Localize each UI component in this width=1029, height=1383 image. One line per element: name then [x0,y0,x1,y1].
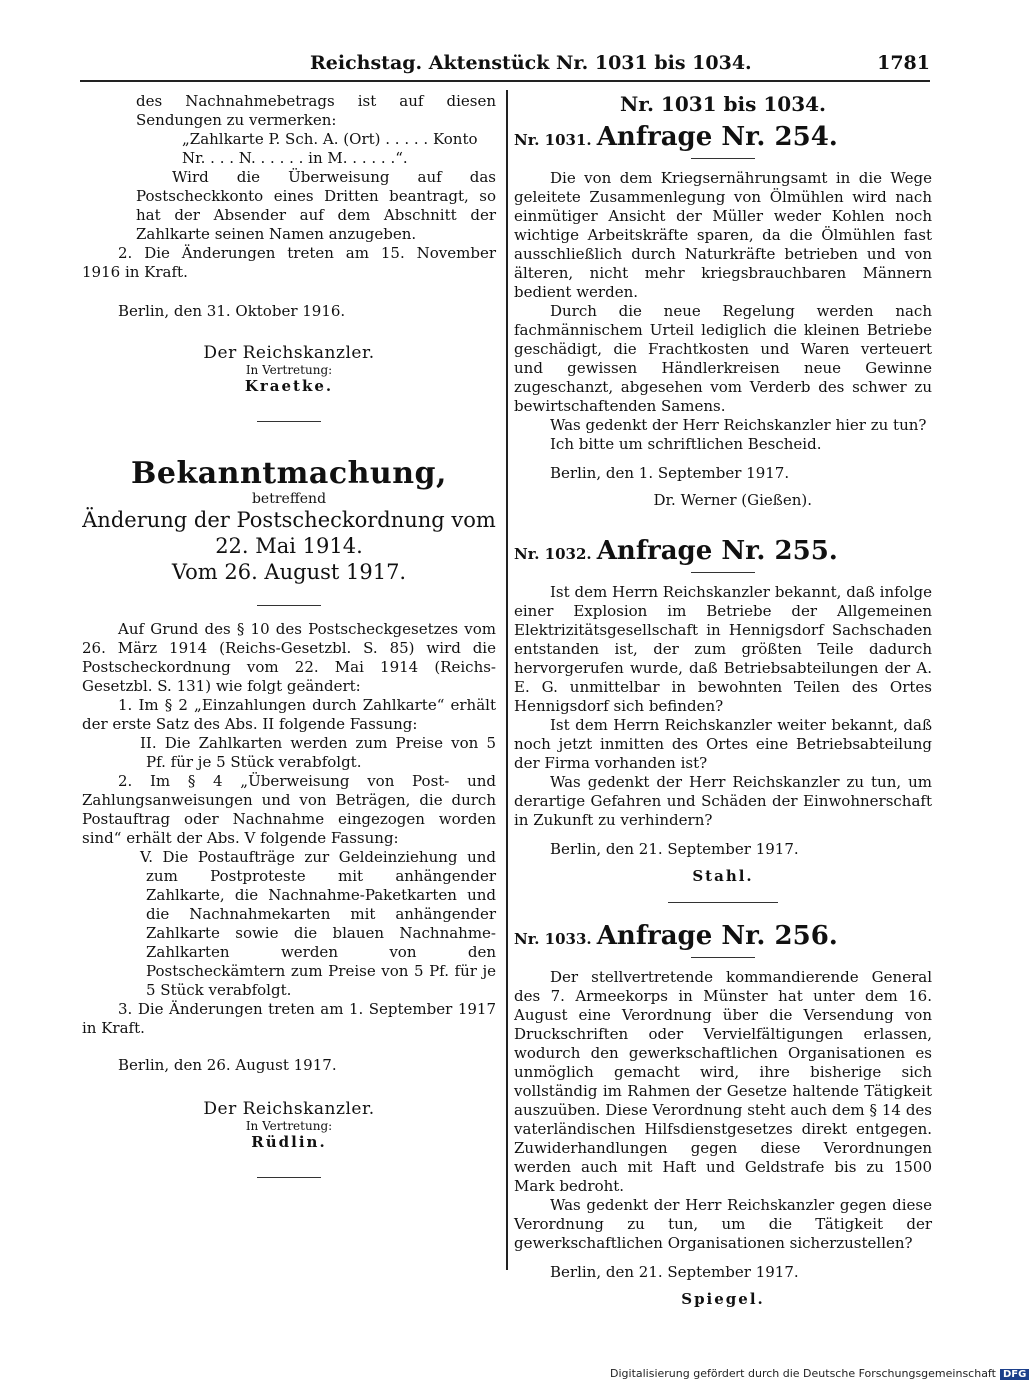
announcement-item-1: 1. Im § 2 „Einzahlungen durch Zahlkarte“ erhält der erste Satz des Abs. II folgende Fassung: [82,696,496,733]
announcement-item-2: 2. Im § 4 „Überweisung von Post- und Zahlungsanweisungen und von Beträgen, die durch Postauftrag oder Nachnahme eingezogen worden sind“ erhält der Abs. V folgende Fassung: [82,772,496,847]
signature-name: Rüdlin. [251,1133,327,1151]
document-number: Nr. 1032. [514,545,592,563]
zahlkarte-note: „Zahlkarte P. Sch. A. (Ort) . . . . . Konto Nr. . . . N. . . . . . in M. . . . . .“. [182,130,478,167]
signature-name: Dr. Werner (Gießen). [653,491,812,509]
announcement-item-3: 3. Die Änderungen treten am 1. September 1917 in Kraft. [82,1000,496,1037]
right-column [514,92,932,1309]
announcement-subject-line2: 22. Mai 1914. [215,534,363,558]
announcement-title: Bekanntmachung, [131,456,447,491]
continuation-paragraph: Wird die Überweisung auf das Postscheckkonto eines Dritten beantragt, so hat der Absender auf dem Abschnitt der Zahlkarte seinen Namen anzugeben. [136,168,496,243]
section-rule [691,572,755,573]
left-column [82,92,496,1178]
document-number: Nr. 1031. [514,131,592,149]
signature-name: Spiegel. [681,1290,765,1308]
anfrage-title: Anfrage Nr. 256. [596,921,838,951]
anfrage-paragraph: Die von dem Kriegsernährungsamt in die Wege geleitete Zusammenlegung von Ölmühlen wird nach einmütiger Ansicht der Müller weder Kohlen noch wichtige Arbeitskräfte sparen, da die Ölmühlen fast ausschließlich durch Naturkräfte betrieben und von älteren, nicht mehr kriegsbrauchbaren Männern bedient werden. [514,169,932,301]
date-line: Berlin, den 31. Oktober 1916. [118,302,346,320]
dfg-logo: DFG [1000,1369,1029,1380]
header-title: Reichstag. Aktenstück Nr. 1031 bis 1034. [310,52,752,74]
anfrage-paragraph: Ist dem Herrn Reichskanzler bekannt, daß infolge einer Explosion im Betriebe der Allgemeinen Elektrizitätsgesellschaft in Hennigsdorf Sachschaden entstanden ist, der zum größten Teile dadurch hervorgerufen wurde, daß Betriebsabteilungen der A. E. G. unmittelbar in bewohnten Teilen des Ortes Hennigsdorf sich befinden? [514,583,932,715]
signature-deputy-label: In Vertretung: [245,363,333,377]
anfrage-title: Anfrage Nr. 255. [596,536,838,566]
anfrage-heading-1032 [514,536,932,566]
signature-deputy-label: In Vertretung: [245,1119,333,1133]
announcement-item-1-text: II. Die Zahlkarten werden zum Preise von 5 Pf. für je 5 Stück verabfolgt. [140,734,496,771]
digitization-footer [610,1367,1029,1380]
anfrage-paragraph: Durch die neue Regelung werden nach fachmännischem Urteil lediglich die kleinen Betriebe geschädigt, die Frachtkosten und Waren verteuert und gewissen Händlerkreisen neue Gewinne zugeschanzt, abgesehen vom Verderb des schwer zu bewirtschaftenden Samens. [514,302,932,415]
continuation-text: des Nachnahmebetrags ist auf diesen Sendungen zu vermerken: [136,92,496,129]
anfrage-heading-1031 [514,122,932,152]
announcement-body: Auf Grund des § 10 des Postscheckgesetzes vom 26. März 1914 (Reichs-Gesetzbl. S. 85) wird die Postscheckordnung vom 22. Mai 1914 (Reichs-Gesetzbl. S. 131) wie folgt geändert: [82,620,496,695]
date-line: Berlin, den 26. August 1917. [118,1056,337,1074]
signature-block [82,343,496,395]
anfrage-paragraph: Ist dem Herrn Reichskanzler weiter bekannt, daß noch jetzt inmitten des Ortes eine Betriebsabteilung der Firma vorhanden ist? [514,716,932,772]
announcement-item-2-text: V. Die Postaufträge zur Geldeinziehung und zum Postproteste mit anhängender Zahlkarte, die Nachnahme-Paketkarten und die Nachnahmekarten mit anhängender Zahlkarte sowie die blauen Nachnahme-Zahlkarten werden von den Postscheckämtern zum Preise von 5 Pf. für je 5 Stück verabfolgt. [140,848,496,999]
signature-name: Kraetke. [244,377,334,395]
anfrage-paragraph: Was gedenkt der Herr Reichskanzler gegen diese Verordnung zu tun, um die Tätigkeit der gewerkschaftlichen Organisationen sicherzustellen? [514,1196,932,1252]
section-rule [257,1177,321,1178]
section-rule [691,957,755,958]
announcement-date: Vom 26. August 1917. [171,560,407,584]
section-rule [691,158,755,159]
signature-block [82,1099,496,1151]
page-number: 1781 [877,52,930,74]
announcement-betreffend: betreffend [251,491,327,507]
footer-text: Digitalisierung gefördert durch die Deutsche Forschungsgemeinschaft [610,1367,996,1380]
item-2-paragraph: 2. Die Änderungen treten am 15. November 1916 in Kraft. [82,244,496,281]
column-divider [506,90,508,1270]
section-rule [257,421,321,422]
section-rule [668,902,778,903]
announcement-subject-line1: Änderung der Postscheckordnung vom [82,508,496,532]
anfrage-paragraph: Was gedenkt der Herr Reichskanzler hier zu tun? [550,416,927,434]
range-title: Nr. 1031 bis 1034. [620,92,826,116]
announcement-heading [82,456,496,585]
anfrage-paragraph: Ich bitte um schriftlichen Bescheid. [550,435,822,453]
date-line: Berlin, den 21. September 1917. [550,1263,799,1281]
signature-title: Der Reichskanzler. [203,343,375,363]
anfrage-paragraph: Was gedenkt der Herr Reichskanzler zu tun, um derartige Gefahren und Schäden der Einwohnerschaft in Zukunft zu verhindern? [514,773,932,829]
page-header [80,50,930,82]
anfrage-title: Anfrage Nr. 254. [596,122,838,152]
section-rule [257,605,321,606]
signature-name: Stahl. [692,867,754,885]
anfrage-heading-1033 [514,921,932,951]
signature-title: Der Reichskanzler. [203,1099,375,1119]
document-number: Nr. 1033. [514,930,592,948]
anfrage-paragraph: Der stellvertretende kommandierende General des 7. Armeekorps in Münster hat unter dem 16. August eine Verordnung über die Versendung von Druckschriften oder Vervielfältigungen erlassen, wodurch den gewerkschaftlichen Organisationen es unmöglich gemacht wird, ihre bisherige sich vollständig im Rahmen der Gesetze haltende Tätigkeit auszuüben. Diese Verordnung steht auch dem § 14 des vaterländischen Hilfsdienstgesetzes direkt entgegen. Zuwiderhandlungen gegen diese Verordnungen werden auch mit Haft und Geldstrafe bis zu 1500 Mark bedroht. [514,968,932,1195]
date-line: Berlin, den 21. September 1917. [550,840,799,858]
date-line: Berlin, den 1. September 1917. [550,464,790,482]
